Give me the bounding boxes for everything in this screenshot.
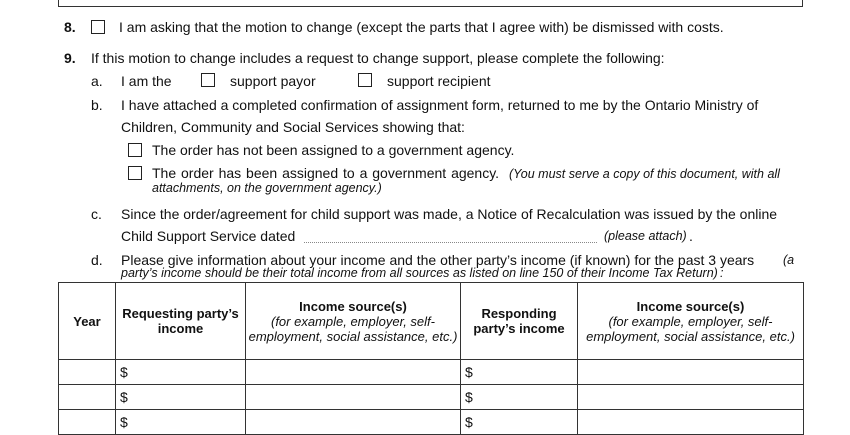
requesting-income-cell[interactable] [116,360,246,385]
item-8-text: I am asking that the motion to change (except the parts that I agree with) be dismissed with costs. [119,19,724,35]
assigned-note-line1: (You must serve a copy of this document, with all [509,167,780,181]
source1-header-title: Income source(s) [299,298,407,314]
year-cell[interactable] [59,385,116,410]
item-9d-line1: Please give information about your income and the other party’s income (if known) for the past 3 years [121,252,755,268]
source1-header-note1: (for example, employer, self- [270,313,435,329]
responding-income-cell[interactable] [461,385,578,410]
source2-header-note1: (for example, employer, self- [608,313,773,329]
responding-header-line2: party’s income [473,321,565,336]
dollar-sign: $ [465,414,473,430]
item-9c-line1: Since the order/agreement for child support was made, a Notice of Recalculation was issued by the online [121,206,778,222]
table-row [59,360,804,385]
item-9d-note-start: (a [783,253,795,267]
item-9d-colon: : [720,266,724,280]
requesting-source-cell[interactable] [246,385,461,410]
year-header: Year [59,283,116,360]
requesting-header-line1: Requesting party’s [122,306,239,321]
item-9c-period: . [689,228,693,244]
source2-header-title: Income source(s) [636,298,745,314]
requesting-header-line2: income [157,321,204,336]
not-assigned-checkbox[interactable] [128,143,142,157]
item-8-number: 8. [64,19,76,35]
item-9c-line2: Child Support Service dated [121,228,296,244]
item-9d-letter: d. [91,252,103,268]
requesting-source-cell[interactable] [246,410,461,435]
table-row [59,385,804,410]
responding-income-cell[interactable] [461,410,578,435]
assigned-checkbox[interactable] [128,166,142,180]
assigned-label: The order has been assigned to a government agency. [152,165,500,181]
responding-income-header [461,283,578,360]
item-9-number: 9. [64,50,76,66]
responding-income-cell[interactable] [461,360,578,385]
support-payor-label: support payor [230,73,316,89]
responding-source-cell[interactable] [578,410,804,435]
item-9b-letter: b. [91,97,103,113]
dollar-sign: $ [120,364,128,380]
support-payor-checkbox[interactable] [201,73,215,87]
responding-source-cell[interactable] [578,385,804,410]
item-9a-letter: a. [91,73,103,89]
dismiss-with-costs-checkbox[interactable] [91,20,105,34]
dollar-sign: $ [465,364,473,380]
not-assigned-label: The order has not been assigned to a government agency. [152,142,515,158]
year-cell[interactable] [59,410,116,435]
year-cell[interactable] [59,360,116,385]
item-9d-note-line2: party’s income should be their total income from all sources as listed on line 150 of their Income Tax Return) [121,266,718,280]
previous-section-box [58,0,803,7]
requesting-source-cell[interactable] [246,360,461,385]
responding-source-cell[interactable] [578,360,804,385]
requesting-income-header [116,283,246,360]
item-9-intro: If this motion to change includes a request to change support, please complete the following: [91,50,665,66]
responding-header-line1: Responding [481,306,557,321]
support-recipient-checkbox[interactable] [358,73,372,87]
responding-source-header [578,283,804,360]
dollar-sign: $ [465,389,473,405]
item-9b-line1: I have attached a completed confirmation of assignment form, returned to me by the Ontario Ministry of [121,97,759,113]
please-attach-note: (please attach) [604,229,687,243]
item-9c-letter: c. [91,206,102,222]
recalculation-date-field[interactable] [304,242,597,243]
source2-header-note2: employment, social assistance, etc.) [586,328,795,344]
source1-header-note2: employment, social assistance, etc.) [248,328,458,344]
requesting-income-cell[interactable] [116,385,246,410]
requesting-income-cell[interactable] [116,410,246,435]
income-table [58,282,804,435]
dollar-sign: $ [120,414,128,430]
assigned-note-line2: attachments, on the government agency.) [152,181,382,195]
item-9a-text: I am the [121,73,172,89]
table-row [59,410,804,435]
item-9b-line2: Children, Community and Social Services showing that: [121,119,465,135]
dollar-sign: $ [120,389,128,405]
requesting-source-header [246,283,461,360]
support-recipient-label: support recipient [387,73,491,89]
income-table-header-row [59,283,804,360]
